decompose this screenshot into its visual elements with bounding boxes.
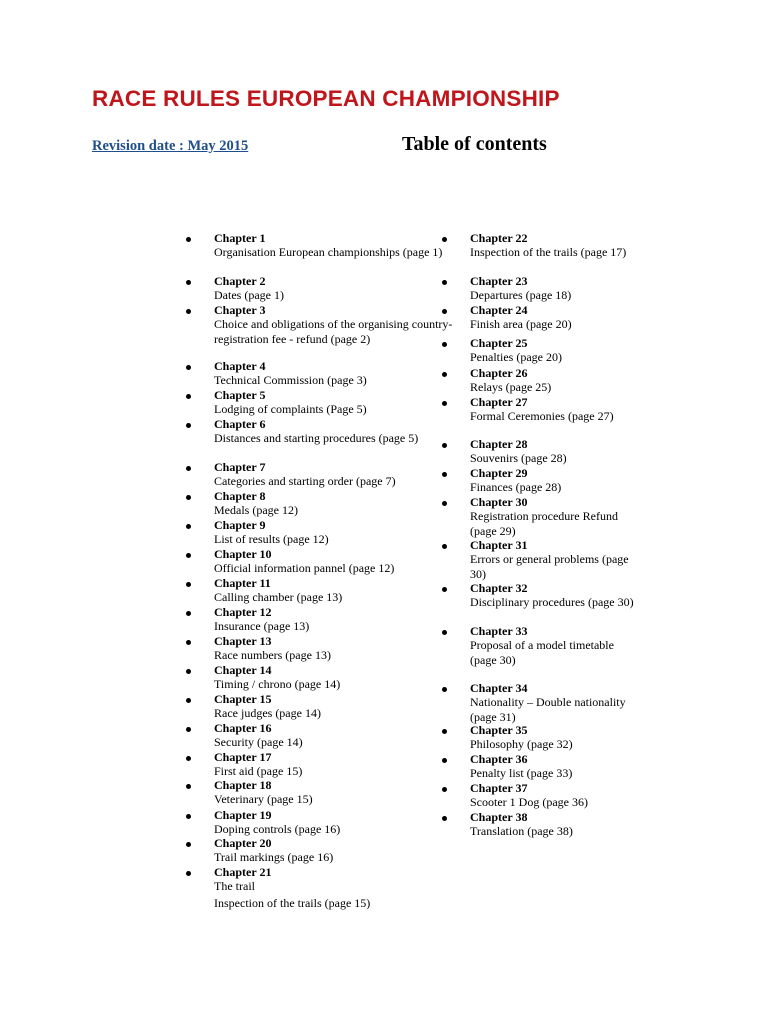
bullet-icon — [186, 640, 191, 645]
toc-chapter-description: The trail — [214, 879, 255, 894]
toc-chapter-description: Timing / chrono (page 14) — [214, 677, 341, 692]
toc-chapter-label: Chapter 3 — [214, 303, 266, 317]
bullet-icon — [186, 553, 191, 558]
toc-entry — [186, 576, 454, 605]
bullet-icon — [186, 871, 191, 876]
toc-entry — [186, 778, 454, 807]
toc-chapter-label: Chapter 1 — [214, 231, 266, 245]
toc-chapter-label: Chapter 27 — [470, 395, 528, 409]
toc-chapter-description: Souvenirs (page 28) — [470, 451, 567, 466]
bullet-icon — [186, 698, 191, 703]
toc-chapter-description: Race numbers (page 13) — [214, 648, 331, 663]
toc-chapter-description: Veterinary (page 15) — [214, 792, 313, 807]
toc-chapter-label: Chapter 2 — [214, 274, 266, 288]
toc-chapter-label: Chapter 22 — [470, 231, 528, 245]
toc-chapter-description: First aid (page 15) — [214, 764, 303, 779]
toc-entry — [186, 417, 454, 446]
toc-chapter-description: Race judges (page 14) — [214, 706, 321, 721]
toc-chapter-description: Choice and obligations of the organising country- registration fee - refund (page 2) — [214, 317, 453, 346]
toc-entry — [186, 359, 454, 388]
toc-entry — [442, 538, 640, 581]
toc-entry — [442, 395, 640, 424]
toc-chapter-label: Chapter 32 — [470, 581, 528, 595]
toc-entry — [442, 781, 640, 810]
toc-chapter-description: Security (page 14) — [214, 735, 303, 750]
toc-chapter-label: Chapter 19 — [214, 808, 272, 822]
bullet-icon — [186, 466, 191, 471]
toc-chapter-label: Chapter 11 — [214, 576, 271, 590]
toc-chapter-label: Chapter 30 — [470, 495, 528, 509]
toc-chapter-label: Chapter 14 — [214, 663, 272, 677]
toc-chapter-label: Chapter 9 — [214, 518, 266, 532]
toc-chapter-description: Departures (page 18) — [470, 288, 572, 303]
toc-chapter-label: Chapter 31 — [470, 538, 528, 552]
toc-chapter-label: Chapter 18 — [214, 778, 272, 792]
toc-entry — [442, 723, 640, 752]
toc-entry — [186, 518, 454, 547]
toc-chapter-label: Chapter 34 — [470, 681, 528, 695]
bullet-icon — [442, 401, 447, 406]
toc-chapter-label: Chapter 17 — [214, 750, 272, 764]
bullet-icon — [442, 472, 447, 477]
bullet-icon — [186, 524, 191, 529]
toc-chapter-label: Chapter 7 — [214, 460, 266, 474]
toc-chapter-description-extra: Inspection of the trails (page 15) — [214, 895, 371, 910]
toc-chapter-description: Registration procedure Refund (page 29) — [470, 509, 618, 538]
toc-chapter-description: Dates (page 1) — [214, 288, 284, 303]
toc-chapter-label: Chapter 8 — [214, 489, 266, 503]
toc-entry — [186, 692, 454, 721]
toc-entry — [186, 663, 454, 692]
toc-chapter-label: Chapter 25 — [470, 336, 528, 350]
toc-chapter-description-extra: (page 30) — [470, 652, 516, 667]
toc-entry — [186, 274, 454, 303]
bullet-icon — [442, 280, 447, 285]
bullet-icon — [442, 816, 447, 821]
toc-chapter-label: Chapter 6 — [214, 417, 266, 431]
bullet-icon — [442, 758, 447, 763]
toc-chapter-label: Chapter 4 — [214, 359, 266, 373]
toc-chapter-label: Chapter 10 — [214, 547, 272, 561]
toc-chapter-description: Insurance (page 13) — [214, 619, 310, 634]
bullet-icon — [186, 611, 191, 616]
toc-chapter-description: Scooter 1 Dog (page 36) — [470, 795, 588, 810]
bullet-icon — [442, 587, 447, 592]
toc-entry — [442, 581, 640, 610]
toc-entry — [442, 466, 640, 495]
bullet-icon — [442, 729, 447, 734]
bullet-icon — [186, 309, 191, 314]
toc-heading: Table of contents — [402, 133, 547, 155]
toc-chapter-label: Chapter 23 — [470, 274, 528, 288]
toc-entry — [442, 624, 640, 667]
bullet-icon — [442, 237, 447, 242]
toc-chapter-label: Chapter 35 — [470, 723, 528, 737]
toc-chapter-label: Chapter 36 — [470, 752, 528, 766]
toc-chapter-description: Finances (page 28) — [470, 480, 562, 495]
bullet-icon — [186, 756, 191, 761]
toc-chapter-description: Medals (page 12) — [214, 503, 298, 518]
toc-chapter-label: Chapter 15 — [214, 692, 272, 706]
bullet-icon — [186, 280, 191, 285]
toc-chapter-description: Penalty list (page 33) — [470, 766, 573, 781]
toc-chapter-description: Lodging of complaints (Page 5) — [214, 402, 367, 417]
bullet-icon — [186, 495, 191, 500]
toc-chapter-description: Organisation European championships (page 1) — [214, 245, 443, 260]
bullet-icon — [186, 237, 191, 242]
bullet-icon — [186, 365, 191, 370]
bullet-icon — [442, 544, 447, 549]
toc-entry — [442, 495, 640, 538]
toc-chapter-label: Chapter 26 — [470, 366, 528, 380]
toc-chapter-description: Errors or general problems (page 30) — [470, 552, 629, 581]
bullet-icon — [186, 727, 191, 732]
bullet-icon — [186, 842, 191, 847]
toc-entry — [442, 274, 640, 303]
toc-chapter-label: Chapter 33 — [470, 624, 528, 638]
toc-chapter-label: Chapter 5 — [214, 388, 266, 402]
toc-entry — [186, 460, 454, 489]
revision-date: Revision date : May 2015 — [92, 138, 249, 154]
toc-entry — [442, 336, 640, 365]
toc-entry — [442, 303, 640, 332]
toc-entry — [442, 810, 640, 839]
bullet-icon — [186, 669, 191, 674]
toc-entry — [186, 808, 454, 837]
toc-chapter-label: Chapter 20 — [214, 836, 272, 850]
toc-chapter-description: Doping controls (page 16) — [214, 822, 341, 837]
toc-chapter-description: Trail markings (page 16) — [214, 850, 334, 865]
bullet-icon — [442, 630, 447, 635]
toc-chapter-description: Philosophy (page 32) — [470, 737, 573, 752]
toc-entry — [442, 437, 640, 466]
toc-chapter-description: Calling chamber (page 13) — [214, 590, 343, 605]
toc-entry — [442, 366, 640, 395]
toc-chapter-description: Formal Ceremonies (page 27) — [470, 409, 614, 424]
bullet-icon — [186, 423, 191, 428]
toc-chapter-label: Chapter 21 — [214, 865, 272, 879]
toc-chapter-description: Disciplinary procedures (page 30) — [470, 595, 634, 610]
toc-chapter-description: Inspection of the trails (page 17) — [470, 245, 627, 260]
toc-entry — [186, 547, 454, 576]
bullet-icon — [442, 372, 447, 377]
toc-chapter-description: Nationality – Double nationality (page 31) — [470, 695, 626, 724]
bullet-icon — [186, 784, 191, 789]
bullet-icon — [186, 394, 191, 399]
toc-chapter-description: Penalties (page 20) — [470, 350, 562, 365]
bullet-icon — [186, 814, 191, 819]
toc-chapter-label: Chapter 16 — [214, 721, 272, 735]
toc-chapter-label: Chapter 13 — [214, 634, 272, 648]
toc-entry — [186, 634, 454, 663]
bullet-icon — [442, 309, 447, 314]
toc-chapter-label: Chapter 29 — [470, 466, 528, 480]
toc-chapter-description: Official information pannel (page 12) — [214, 561, 395, 576]
document-title: RACE RULES EUROPEAN CHAMPIONSHIP — [92, 86, 560, 111]
toc-chapter-label: Chapter 12 — [214, 605, 272, 619]
toc-chapter-description: Distances and starting procedures (page 5) — [214, 431, 419, 446]
bullet-icon — [186, 582, 191, 587]
toc-entry — [186, 721, 454, 750]
toc-entry — [186, 489, 454, 518]
toc-entry — [442, 231, 640, 260]
toc-chapter-description: Finish area (page 20) — [470, 317, 572, 332]
toc-entry — [186, 231, 454, 260]
toc-chapter-description: Technical Commission (page 3) — [214, 373, 367, 388]
bullet-icon — [442, 787, 447, 792]
toc-entry — [186, 836, 454, 865]
toc-entry — [186, 388, 454, 417]
toc-entry — [186, 605, 454, 634]
toc-chapter-label: Chapter 38 — [470, 810, 528, 824]
toc-chapter-description: Translation (page 38) — [470, 824, 573, 839]
toc-entry — [186, 303, 454, 346]
toc-chapter-description: Relays (page 25) — [470, 380, 552, 395]
toc-chapter-label: Chapter 28 — [470, 437, 528, 451]
toc-chapter-label: Chapter 37 — [470, 781, 528, 795]
bullet-icon — [442, 687, 447, 692]
toc-entry — [186, 750, 454, 779]
bullet-icon — [442, 501, 447, 506]
toc-chapter-description: Categories and starting order (page 7) — [214, 474, 396, 489]
toc-chapter-description: Proposal of a model timetable — [470, 638, 614, 653]
toc-entry — [186, 865, 454, 910]
bullet-icon — [442, 443, 447, 448]
toc-entry — [442, 681, 640, 724]
toc-chapter-description: List of results (page 12) — [214, 532, 329, 547]
toc-entry — [442, 752, 640, 781]
bullet-icon — [442, 342, 447, 347]
toc-chapter-label: Chapter 24 — [470, 303, 528, 317]
